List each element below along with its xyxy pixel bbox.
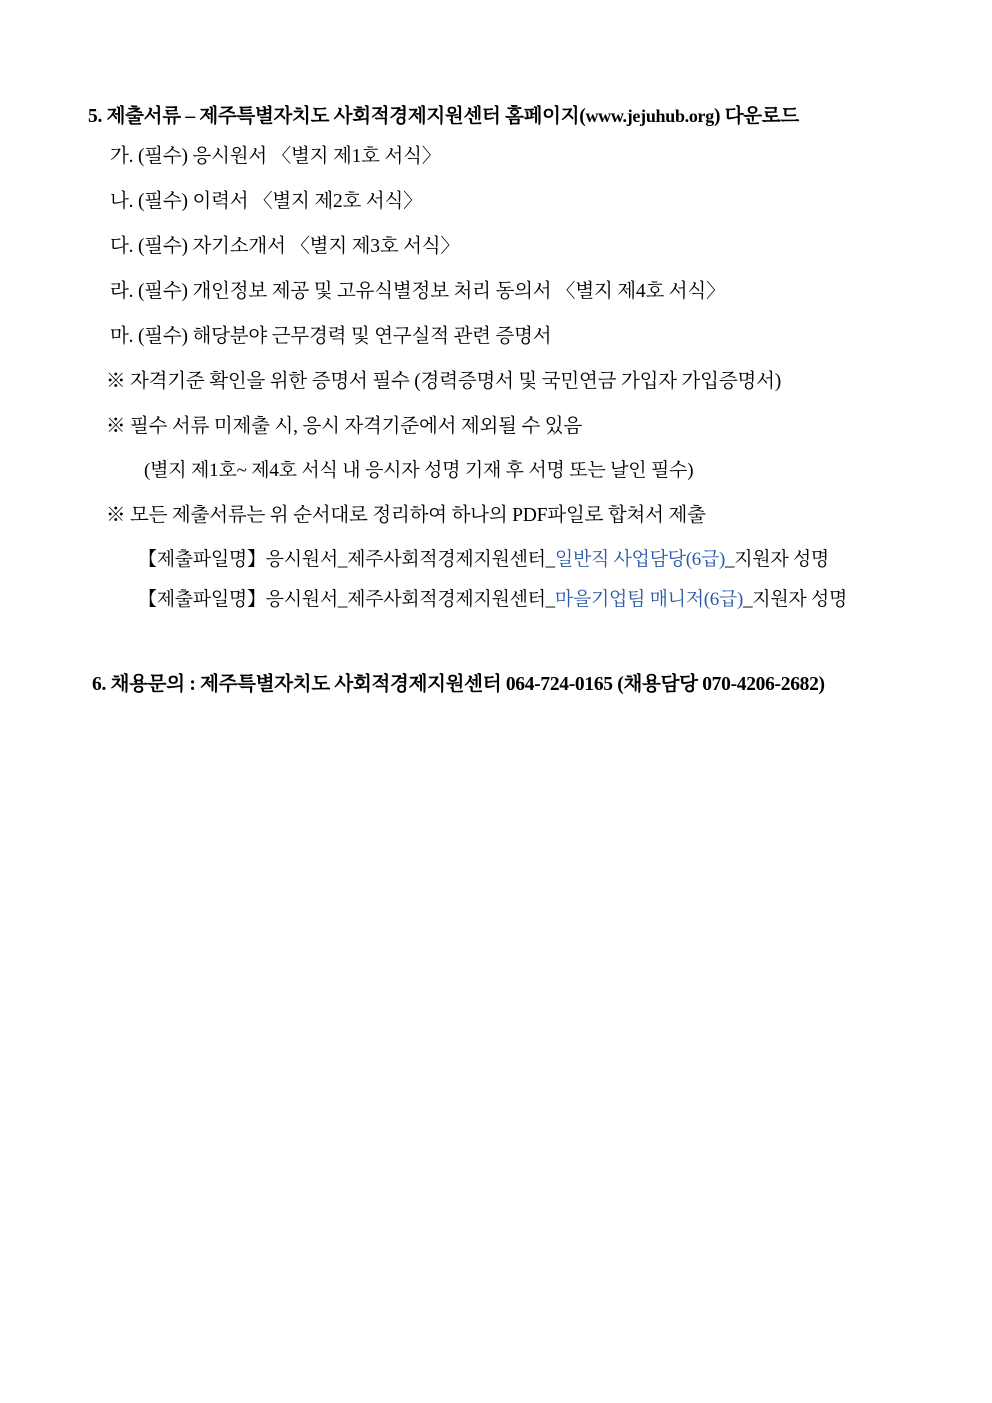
section-spacer (88, 624, 912, 630)
note-pdf-line: ※ 모든 제출서류는 위 순서대로 정리하여 하나의 PDF파일로 합쳐서 제출 (106, 505, 706, 526)
note-sub-line: (별지 제1호~ 제4호 서식 내 응시자 성명 기재 후 서명 또는 날인 필수) (144, 460, 694, 481)
filename-prefix: 【제출파일명】응시원서_제주사회적경제지원센터_ (138, 589, 555, 610)
list-item: 가. (필수) 응시원서 〈별지 제1호 서식〉 (110, 146, 442, 167)
list-item: 나. (필수) 이력서 〈별지 제2호 서식〉 (110, 191, 423, 212)
section-5-heading (88, 100, 912, 128)
list-item: 라. (필수) 개인정보 제공 및 고유식별정보 처리 동의서 〈별지 제4호 서식〉 (110, 281, 726, 302)
filename-line (88, 584, 912, 611)
filename-line (88, 544, 912, 571)
filename-suffix: _지원자 성명 (743, 589, 848, 610)
filename-suffix: _지원자 성명 (725, 549, 829, 570)
section-5-heading-suffix: ) 다운로드 (713, 106, 799, 127)
filename-position-highlight: 마을기업팀 매니저(6급) (554, 589, 744, 610)
homepage-url: www.jejuhub.org (585, 106, 714, 126)
section-5-heading-prefix: 5. 제출서류 – 제주특별자치도 사회적경제지원센터 홈페이지( (88, 106, 586, 127)
list-item: 마. (필수) 해당분야 근무경력 및 연구실적 관련 증명서 (110, 326, 552, 347)
filename-prefix: 【제출파일명】응시원서_제주사회적경제지원센터_ (138, 549, 555, 570)
filename-position-highlight: 일반직 사업담당(6급) (554, 549, 726, 570)
list-item: 다. (필수) 자기소개서 〈별지 제3호 서식〉 (110, 236, 460, 257)
note-line: ※ 자격기준 확인을 위한 증명서 필수 (경력증명서 및 국민연금 가입자 가입증명서) (106, 371, 782, 392)
section-6-heading: 6. 채용문의 : 제주특별자치도 사회적경제지원센터 064-724-0165 (채용담당 070-4206-2682) (92, 674, 825, 695)
note-line: ※ 필수 서류 미제출 시, 응시 자격기준에서 제외될 수 있음 (106, 416, 583, 437)
